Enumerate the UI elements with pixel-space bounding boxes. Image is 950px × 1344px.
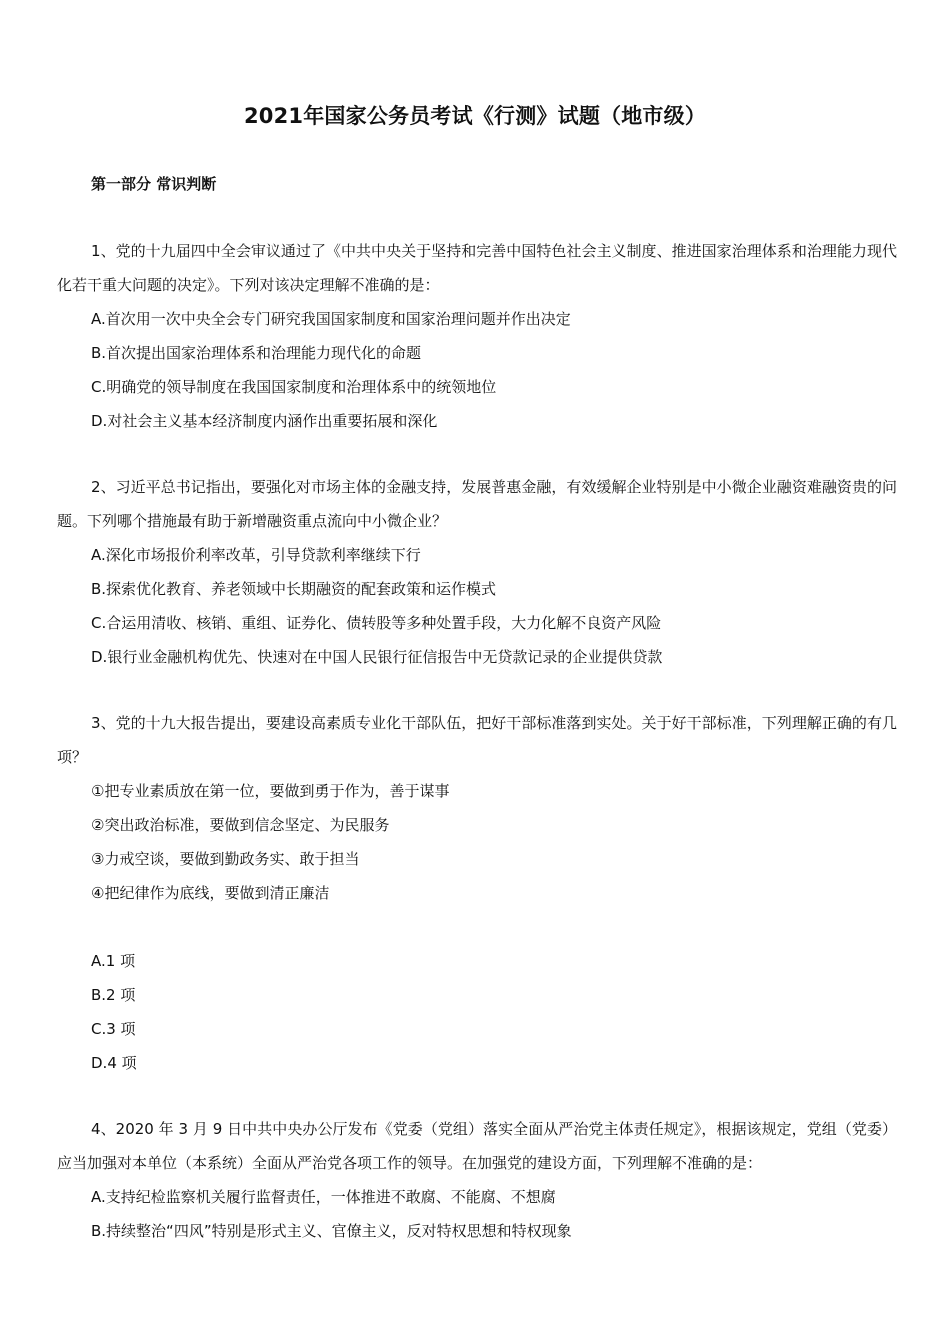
question-2-option-a: A.深化市场报价利率改革，引导贷款利率继续下行	[91, 546, 421, 564]
question-3-option-d: D.4 项	[91, 1054, 137, 1072]
question-3-option-b: B.2 项	[91, 986, 136, 1004]
question-2-option-b: B.探索优化教育、养老领域中长期融资的配套政策和运作模式	[91, 580, 497, 598]
question-3-statement-3: ③力戒空谈，要做到勤政务实、敢于担当	[91, 850, 360, 868]
spacer	[57, 910, 897, 944]
question-3-statement-2: ②突出政治标准，要做到信念坚定、为民服务	[91, 816, 390, 834]
document-title: 2021年国家公务员考试《行测》试题（地市级）	[243, 104, 707, 128]
question-4-option-b: B.持续整治“四风”特别是形式主义、官僚主义，反对特权思想和特权现象	[91, 1222, 572, 1240]
question-1-option-b: B.首次提出国家治理体系和治理能力现代化的命题	[91, 344, 422, 362]
section-heading: 第一部分 常识判断	[91, 175, 217, 193]
question-4-option-a: A.支持纪检监察机关履行监督责任，一体推进不敢腐、不能腐、不想腐	[91, 1188, 556, 1206]
question-4-stem: 4、2020 年 3 月 9 日中共中央办公厅发布《党委（党组）落实全面从严治党主体责任规定》，根据该规定，党组（党委）应当加强对本单位（本系统）全面从严治党各项工作的领导。在加强党的建设方面，下列理解不准确的是：	[57, 1120, 897, 1172]
question-3-option-a: A.1 项	[91, 952, 136, 970]
question-3-statement-1: ①把专业素质放在第一位，要做到勇于作为，善于谋事	[91, 782, 450, 800]
question-1	[57, 234, 897, 438]
question-1-option-a: A.首次用一次中央全会专门研究我国国家制度和国家治理问题并作出决定	[91, 310, 571, 328]
question-2-option-c: C.合运用清收、核销、重组、证券化、债转股等多种处置手段，大力化解不良资产风险	[91, 614, 662, 632]
question-1-stem: 1、党的十九届四中全会审议通过了《中共中央关于坚持和完善中国特色社会主义制度、推进国家治理体系和治理能力现代化若干重大问题的决定》。下列对该决定理解不准确的是：	[57, 242, 897, 294]
question-3-option-c: C.3 项	[91, 1020, 136, 1038]
question-3-stem: 3、党的十九大报告提出，要建设高素质专业化干部队伍，把好干部标准落到实处。关于好干部标准，下列理解正确的有几项？	[57, 714, 897, 766]
question-1-option-c: C.明确党的领导制度在我国国家制度和治理体系中的统领地位	[91, 378, 497, 396]
question-3-statement-4: ④把纪律作为底线，要做到清正廉洁	[91, 884, 330, 902]
question-3	[57, 706, 897, 1080]
question-2	[57, 470, 897, 674]
question-2-option-d: D.银行业金融机构优先、快速对在中国人民银行征信报告中无贷款记录的企业提供贷款	[91, 648, 663, 666]
question-4	[57, 1112, 897, 1248]
question-1-option-d: D.对社会主义基本经济制度内涵作出重要拓展和深化	[91, 412, 438, 430]
question-2-stem: 2、习近平总书记指出，要强化对市场主体的金融支持，发展普惠金融，有效缓解企业特别是中小微企业融资难融资贵的问题。下列哪个措施最有助于新增融资重点流向中小微企业？	[57, 478, 897, 530]
